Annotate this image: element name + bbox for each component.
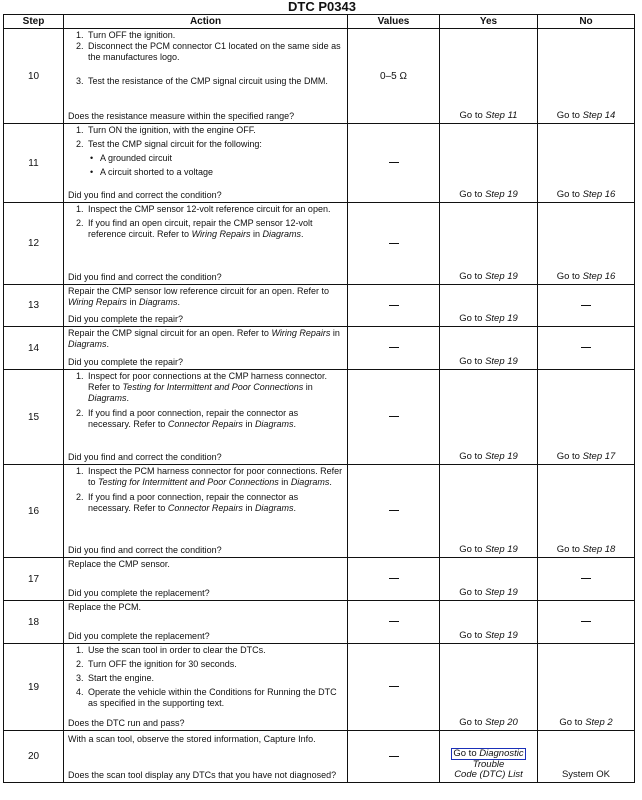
step-number: 14	[4, 327, 64, 370]
dash-mark	[581, 305, 591, 306]
yes-cell: Go to Step 19	[440, 285, 538, 327]
value-cell	[348, 203, 440, 285]
dash-mark	[581, 347, 591, 348]
table-row	[4, 644, 635, 731]
header-yes: Yes	[440, 15, 538, 29]
no-cell	[538, 327, 635, 370]
action-question: Did you find and correct the condition?	[68, 190, 222, 200]
action-item: Use the scan tool in order to clear the DTCs.	[88, 645, 266, 655]
value-cell	[348, 465, 440, 558]
step-number: 15	[4, 370, 64, 465]
yes-cell: Go to Step 19	[440, 327, 538, 370]
step-number: 18	[4, 601, 64, 644]
header-row	[4, 15, 635, 29]
yes-cell: Go to Step 11	[440, 29, 538, 124]
action-text: Replace the PCM.	[68, 602, 142, 612]
table-row	[4, 465, 635, 558]
yes-cell: Go to Step 19	[440, 203, 538, 285]
page-title: DTC P0343	[288, 0, 356, 14]
no-cell: Go to Step 16	[538, 124, 635, 203]
diagnostic-table	[3, 14, 635, 783]
action-item: Test the CMP signal circuit for the following:	[88, 139, 262, 149]
action-item: If you find a poor connection, repair the connector as necessary. Refer to	[88, 408, 299, 429]
step-number: 12	[4, 203, 64, 285]
bullet-item: A grounded circuit	[100, 153, 173, 163]
yes-cell: Go to Step 19	[440, 558, 538, 601]
table-row	[4, 285, 635, 327]
no-cell: Go to Step 18	[538, 465, 635, 558]
header-values: Values	[348, 15, 440, 29]
action-item: Operate the vehicle within the Conditions for Running the DTC as specified in the supporting text.	[88, 687, 337, 708]
step-number: 16	[4, 465, 64, 558]
yes-cell: Go to Step 19	[440, 601, 538, 644]
value-cell	[348, 601, 440, 644]
dash-mark	[389, 305, 399, 306]
no-cell	[538, 558, 635, 601]
header-no: No	[538, 15, 635, 29]
value-cell	[348, 370, 440, 465]
value-cell	[348, 285, 440, 327]
action-item: Inspect for poor connections at the CMP harness connector. Refer to	[88, 371, 327, 392]
action-text: Replace the CMP sensor.	[68, 559, 170, 569]
no-cell: Go to Step 2	[538, 644, 635, 731]
value-cell	[348, 558, 440, 601]
action-text: Repair the CMP sensor low reference circuit for an open. Refer to	[68, 286, 329, 296]
value-cell	[348, 327, 440, 370]
step-number: 19	[4, 644, 64, 731]
action-item: If you find a poor connection, repair the connector as necessary. Refer to	[88, 492, 299, 513]
action-cell: 1. Inspect the PCM harness connector for poor connections. Refer to Testing for Intermittent and Poor Connections in Diagrams. 2. If you find a poor connection, repair the connector as necessary. Refer to Connector Repairs in Diagrams. Did you find and correct the condition?	[64, 465, 348, 558]
action-cell	[64, 558, 348, 601]
yes-cell: Go to Step 19	[440, 465, 538, 558]
yes-cell: Go to Step 19	[440, 124, 538, 203]
dash-mark	[389, 510, 399, 511]
value-cell	[348, 731, 440, 783]
action-question: Does the resistance measure within the specified range?	[68, 111, 295, 121]
table-row	[4, 327, 635, 370]
action-item: Turn OFF the ignition.	[88, 30, 176, 40]
table-row	[4, 29, 635, 124]
action-item: Turn OFF the ignition for 30 seconds.	[88, 659, 237, 669]
dash-mark	[389, 578, 399, 579]
action-item: Inspect the PCM harness connector for poor connections. Refer to	[88, 466, 343, 487]
action-item: Test the resistance of the CMP signal circuit using the DMM.	[88, 76, 328, 86]
action-item: If you find an open circuit, repair the CMP sensor 12-volt reference circuit. Refer to	[88, 218, 313, 239]
step-number: 10	[4, 29, 64, 124]
yes-cell: Go to Step 19	[440, 370, 538, 465]
table-row	[4, 124, 635, 203]
action-cell	[64, 601, 348, 644]
action-cell	[64, 731, 348, 783]
action-item: Turn ON the ignition, with the engine OFF.	[88, 125, 256, 135]
action-question: Does the DTC run and pass?	[68, 718, 185, 728]
table-row	[4, 370, 635, 465]
action-cell: Repair the CMP sensor low reference circuit for an open. Refer to Wiring Repairs in Diagrams. Did you complete the repair?	[64, 285, 348, 327]
bullet-item: A circuit shorted to a voltage	[100, 167, 214, 177]
value-cell: 0–5 Ω	[348, 29, 440, 124]
action-text: With a scan tool, observe the stored information, Capture Info.	[68, 734, 316, 744]
action-question: Did you complete the repair?	[68, 357, 184, 367]
step-number: 20	[4, 731, 64, 783]
action-item: Disconnect the PCM connector C1 located on the same side as the manufactures logo.	[88, 41, 341, 62]
header-step: Step	[4, 15, 64, 29]
action-question: Did you complete the replacement?	[68, 631, 210, 641]
diagnostic-link[interactable]: Go to Diagnostic	[453, 748, 524, 759]
no-cell: Go to Step 16	[538, 203, 635, 285]
action-question: Did you complete the replacement?	[68, 588, 210, 598]
yes-cell: Go to Diagnostic Trouble Code (DTC) List	[440, 731, 538, 783]
dash-mark	[581, 578, 591, 579]
no-cell	[538, 285, 635, 327]
action-question: Did you find and correct the condition?	[68, 452, 222, 462]
dash-mark	[389, 756, 399, 757]
dash-mark	[389, 416, 399, 417]
step-number: 13	[4, 285, 64, 327]
table-row	[4, 731, 635, 783]
header-action: Action	[64, 15, 348, 29]
no-cell: System OK	[538, 731, 635, 783]
action-cell: 1. Inspect for poor connections at the CMP harness connector. Refer to Testing for Intermittent and Poor Connections in Diagrams. 2. If you find a poor connection, repair the connector as necessary. Refer to Connector Repairs in Diagrams. Did you find and correct the condition?	[64, 370, 348, 465]
action-question: Did you find and correct the condition?	[68, 545, 222, 555]
value-cell	[348, 124, 440, 203]
dash-mark	[581, 621, 591, 622]
action-cell: 1. Use the scan tool in order to clear the DTCs. 2. Turn OFF the ignition for 30 seconds. 3. Start the engine. 4. Operate the vehicle within the Conditions for Running the DTC as specified in the supporting text. Does the DTC run and pass?	[64, 644, 348, 731]
action-cell: 1. Turn OFF the ignition. 2. Disconnect the PCM connector C1 located on the same side as the manufactures logo. 3. Test the resistance of the CMP signal circuit using the DMM. Does the resistance measure within the specified range?	[64, 29, 348, 124]
no-cell: Go to Step 17	[538, 370, 635, 465]
action-question: Does the scan tool display any DTCs that you have not diagnosed?	[68, 770, 337, 780]
no-cell: Go to Step 14	[538, 29, 635, 124]
action-question: Did you find and correct the condition?	[68, 272, 222, 282]
dash-mark	[389, 162, 399, 163]
step-number: 11	[4, 124, 64, 203]
action-cell: Repair the CMP signal circuit for an open. Refer to Wiring Repairs in Diagrams. Did you complete the repair?	[64, 327, 348, 370]
step-number: 17	[4, 558, 64, 601]
action-question: Did you complete the repair?	[68, 314, 184, 324]
action-item: Inspect the CMP sensor 12-volt reference circuit for an open.	[88, 204, 331, 214]
value-cell	[348, 644, 440, 731]
no-cell	[538, 601, 635, 644]
table-row	[4, 601, 635, 644]
dash-mark	[389, 621, 399, 622]
action-cell: 1. Turn ON the ignition, with the engine OFF. 2. Test the CMP signal circuit for the following: • A grounded circuit • A circuit shorted to a voltage Did you find and correct the condition?	[64, 124, 348, 203]
dash-mark	[389, 686, 399, 687]
action-text: Repair the CMP signal circuit for an open. Refer to	[68, 328, 272, 338]
yes-cell: Go to Step 20	[440, 644, 538, 731]
dash-mark	[389, 243, 399, 244]
table-row	[4, 558, 635, 601]
action-cell: 1. Inspect the CMP sensor 12-volt reference circuit for an open. 2. If you find an open circuit, repair the CMP sensor 12-volt reference circuit. Refer to Wiring Repairs in Diagrams. Did you find and correct the condition?	[64, 203, 348, 285]
table-row	[4, 203, 635, 285]
dash-mark	[389, 347, 399, 348]
action-item: Start the engine.	[88, 673, 155, 683]
